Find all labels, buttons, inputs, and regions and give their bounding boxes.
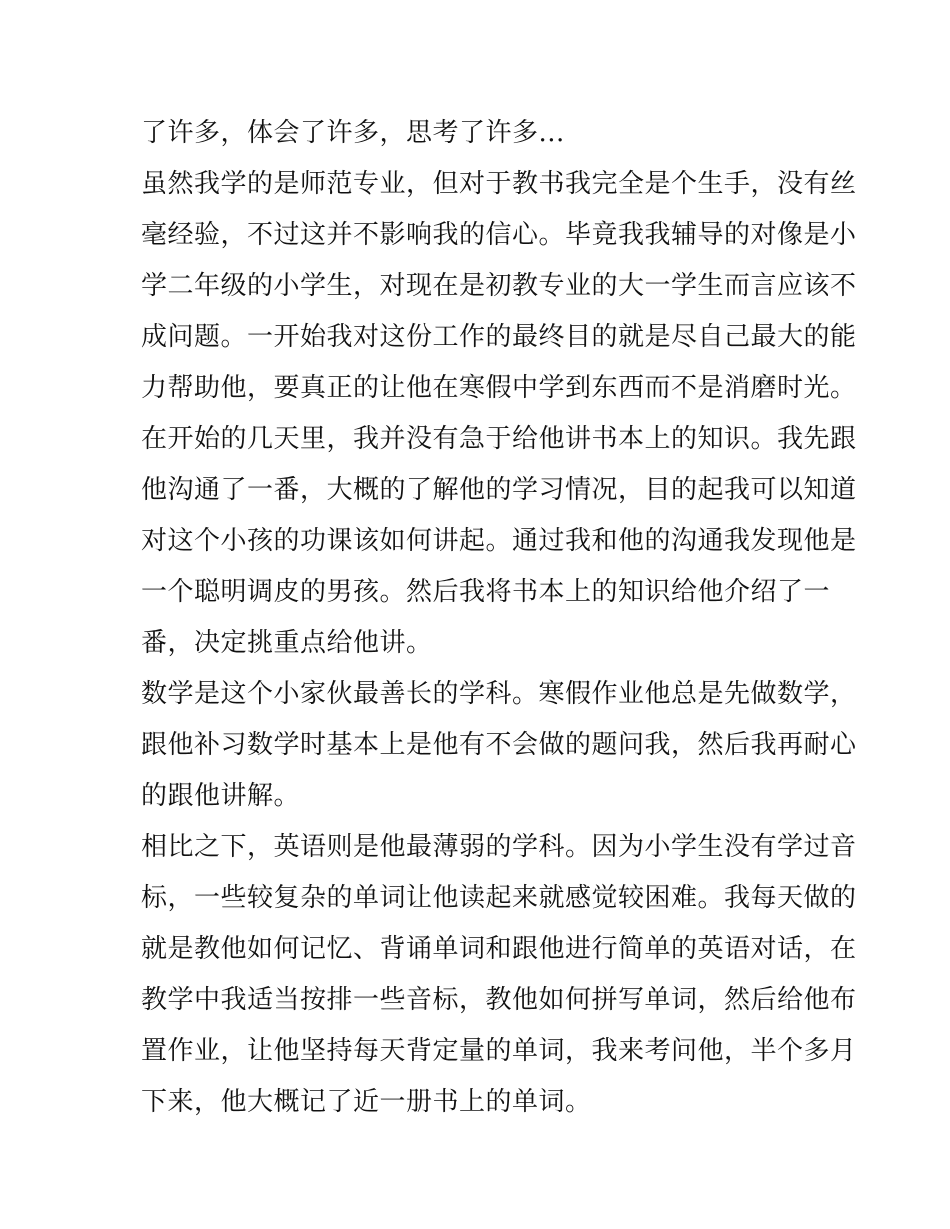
- text-line: 教学中我适当按排一些音标，教他如何拼写单词，然后给他布: [141, 985, 857, 1015]
- text-line: 相比之下，英语则是他最薄弱的学科。因为小学生没有学过音: [141, 832, 857, 862]
- text-line: 在开始的几天里，我并没有急于给他讲书本上的知识。我先跟: [141, 424, 857, 454]
- text-line: 置作业，让他坚持每天背定量的单词，我来考问他，半个多月: [141, 1036, 857, 1066]
- text-line: 对这个小孩的功课该如何讲起。通过我和他的沟通我发现他是: [141, 526, 857, 556]
- text-line: 跟他补习数学时基本上是他有不会做的题问我，然后我再耐心: [141, 730, 857, 760]
- text-line: 数学是这个小家伙最善长的学科。寒假作业他总是先做数学，: [141, 679, 857, 709]
- text-line: 番，决定挑重点给他讲。: [141, 628, 433, 658]
- text-line: 标，一些较复杂的单词让他读起来就感觉较困难。我每天做的: [141, 883, 857, 913]
- text-line: 力帮助他，要真正的让他在寒假中学到东西而不是消磨时光。: [141, 373, 857, 403]
- text-line: 下来，他大概记了近一册书上的单词。: [141, 1087, 592, 1117]
- text-line: 就是教他如何记忆、背诵单词和跟他进行简单的英语对话，在: [141, 934, 857, 964]
- text-line: 毫经验，不过这并不影响我的信心。毕竟我我辅导的对像是小: [141, 220, 857, 250]
- text-line: 他沟通了一番，大概的了解他的学习情况，目的起我可以知道: [141, 475, 857, 505]
- text-line: 学二年级的小学生，对现在是初教专业的大一学生而言应该不: [141, 271, 857, 301]
- text-line: 一个聪明调皮的男孩。然后我将书本上的知识给他介绍了一: [141, 577, 831, 607]
- text-line: 的跟他讲解。: [141, 781, 301, 811]
- text-line: 了许多，体会了许多，思考了许多...: [141, 118, 565, 148]
- text-line: 虽然我学的是师范专业，但对于教书我完全是个生手，没有丝: [141, 169, 857, 199]
- body-text: [141, 108, 857, 1128]
- text-line: 成问题。一开始我对这份工作的最终目的就是尽自己最大的能: [141, 322, 857, 352]
